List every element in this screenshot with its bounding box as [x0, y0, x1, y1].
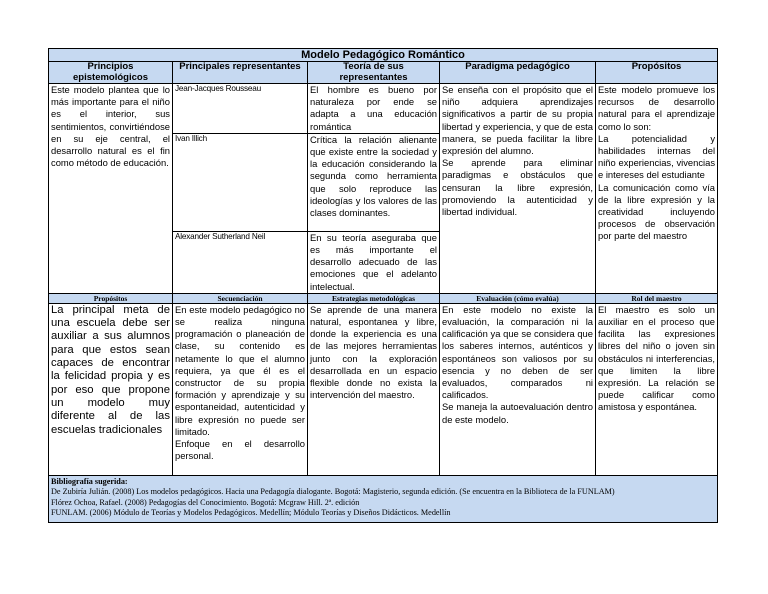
representative-theory: En su teoría aseguraba que es más importante el desarrollo adecuado de las emociones que el adelanto intelectual.	[308, 231, 440, 293]
table-title: Modelo Pedagógico Romántico	[49, 49, 718, 62]
pedagogical-model-sheet	[48, 48, 717, 523]
bibliography-heading: Bibliografía sugerida:	[51, 476, 128, 486]
header-rol-maestro: Rol del maestro	[596, 293, 718, 303]
secuenciacion-paragraph: Enfoque en el desarrollo personal.	[175, 438, 305, 462]
representative-name: Ivan Illich	[173, 133, 308, 231]
propositos-bottom-cell: La principal meta de una escuela debe ser auxiliar a sus alumnos para que estos sean capaces de encontrar la felicidad propia y es por eso que propone un modelo muy diferente al de las escuelas tradicionales	[49, 303, 173, 475]
propositos-top-cell	[596, 84, 718, 294]
header-secuenciacion: Secuenciación	[173, 293, 308, 303]
header-estrategias: Estrategias metodológicas	[308, 293, 440, 303]
evaluacion-cell	[440, 303, 596, 475]
propositos-paragraph: Este modelo promueve los recursos de desarrollo natural para el aprendizaje como lo son:	[598, 84, 716, 132]
paradigma-paragraph: Se enseña con el propósito que el niño adquiera aprendizajes significativos a partir de su propia libertad y experiencia, y que de esta manera, se pueda facilitar la libre expresión del alumno.	[442, 84, 593, 157]
secuenciacion-cell	[173, 303, 308, 475]
representative-theory: El hombre es bueno por naturaleza por ende se adapta a una educación romántica	[308, 84, 440, 134]
propositos-paragraph: La potencialidad y habilidades internas del niño experiencias, vivencias e intereses del estudiante	[598, 132, 716, 181]
representative-name: Alexander Sutherland Neil	[173, 231, 308, 293]
principios-text: Este modelo plantea que lo más importante para el niño es el interior, sus sentimientos, convirtiéndose en su eje central, el desarrollo natural es el fin como método de educación.	[51, 84, 170, 169]
evaluacion-paragraph: Se maneja la autoevaluación dentro de este modelo.	[442, 401, 593, 425]
representative-theory: Crítica la relación alienante que existe entre la sociedad y la educación considerando la segunda como herramienta que solo reproduce las ideologías y los valores de las clases dominantes.	[308, 133, 440, 231]
model-table	[48, 48, 718, 523]
header-representantes: Principales representantes	[173, 62, 308, 84]
header-paradigma: Paradigma pedagógico	[440, 62, 596, 84]
rol-maestro-cell: El maestro es solo un auxiliar en el proceso que facilita las expresiones libres del niño o joven sin obstáculos ni interferencias, que limiten la libre expresión. La relación se puede calificar como amistosa y espontánea.	[596, 303, 718, 475]
bibliography-item: Flórez Ochoa, Rafael. (2008) Pedagogías del Conocimiento. Bogotá: Mcgraw Hill. 2ª. edición	[51, 497, 360, 507]
propositos-paragraph: La comunicación como vía de la libre expresión y la creatividad incluyendo procesos de observación por parte del maestro	[598, 181, 716, 242]
estrategias-cell: Se aprende de una manera natural, espontanea y libre, donde la experiencia es una de las mejores herramientas junto con la exploración desarrollada en un espacio flexible donde no exista la intervención del maestro.	[308, 303, 440, 475]
principios-cell	[49, 84, 173, 294]
representative-name: Jean-Jacques Rousseau	[173, 84, 308, 134]
evaluacion-paragraph: En este modelo no existe la evaluación, la comparación ni la calificación ya que se considera que los saberes internos, auténticos y espontáneos son valiosos por su esencia y no deben de ser evaluados, comparados ni calificados.	[442, 303, 593, 401]
header-propositos-2: Propósitos	[49, 293, 173, 303]
header-teoria: Teoría de sus representantes	[308, 62, 440, 84]
paradigma-cell	[440, 84, 596, 294]
bibliography-item: De Zubiría Julián. (2008) Los modelos pedagógicos. Hacia una Pedagogía dialogante. Bogotá: Magisterio, segunda edición. (Se encuentra en la Biblioteca de la FUNLAM)	[51, 487, 615, 497]
header-evaluacion: Evaluación (cómo evalúa)	[440, 293, 596, 303]
secuenciacion-paragraph: En este modelo pedagógico no se realiza ninguna programación o planeación de clase, su contenido es netamente lo que el alumno requiera, ya que él es el constructor de su propia formación y aprendizaje y su espontaneidad, autenticidad y libre expresión no puede ser limitado.	[175, 303, 305, 437]
paradigma-paragraph: Se aprende para eliminar paradigmas e obstáculos que censuran la libre expresión, promoviendo la autenticidad y libertad individual.	[442, 157, 593, 218]
bibliography-item: FUNLAM. (2006) Módulo de Teorías y Modelos Pedagógicos. Medellín; Módulo Teorías y Diseños Didácticos. Medellín	[51, 508, 451, 518]
header-principios: Principios epistemológicos	[49, 62, 173, 84]
header-propositos: Propósitos	[596, 62, 718, 84]
bibliography-cell	[49, 475, 718, 522]
